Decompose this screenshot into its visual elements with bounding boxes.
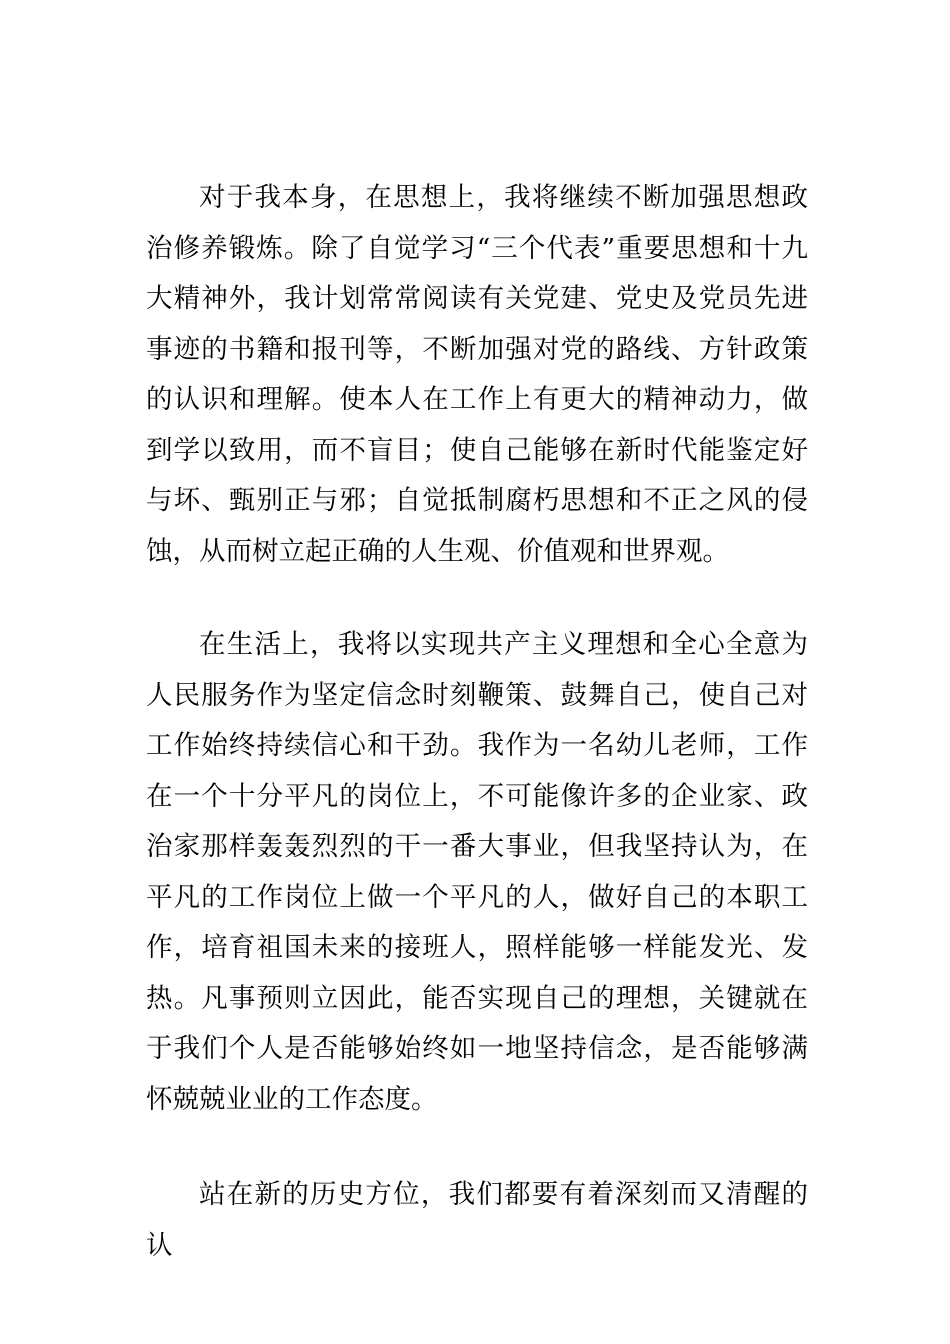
paragraph-new-era: 站在新的历史方位，我们都要有着深刻而又清醒的认 (146, 1179, 808, 1261)
paragraph-life: 在生活上，我将以实现共产主义理想和全心全意为人民服务作为坚定信念时刻鞭策、鼓舞自己，使自己对工作始终持续信心和干劲。我作为一名幼儿老师，工作在一个十分平凡的岗位上，不可能像许多的企业家、政治家那样轰轰烈烈的干一番大事业，但我坚持认为，在平凡的工作岗位上做一个平凡的人，做好自己的本职工作，培育祖国未来的接班人，照样能够一样能发光、发热。凡事预则立因此，能否实现自己的理想，关键就在于我们个人是否能够始终如一地坚持信念，是否能够满怀兢兢业业的工作态度。 (146, 629, 808, 1115)
paragraph-ideology: 对于我本身，在思想上，我将继续不断加强思想政治修养锻炼。除了自觉学习“三个代表”重要思想和十九大精神外，我计划常常阅读有关党建、党史及党员先进事迹的书籍和报刊等，不断加强对党的路线、方针政策的认识和理解。使本人在工作上有更大的精神动力，做到学以致用，而不盲目；使自己能够在新时代能鉴定好与坏、甄别正与邪；自觉抵制腐朽思想和不正之风的侵蚀，从而树立起正确的人生观、价值观和世界观。 (146, 182, 808, 567)
